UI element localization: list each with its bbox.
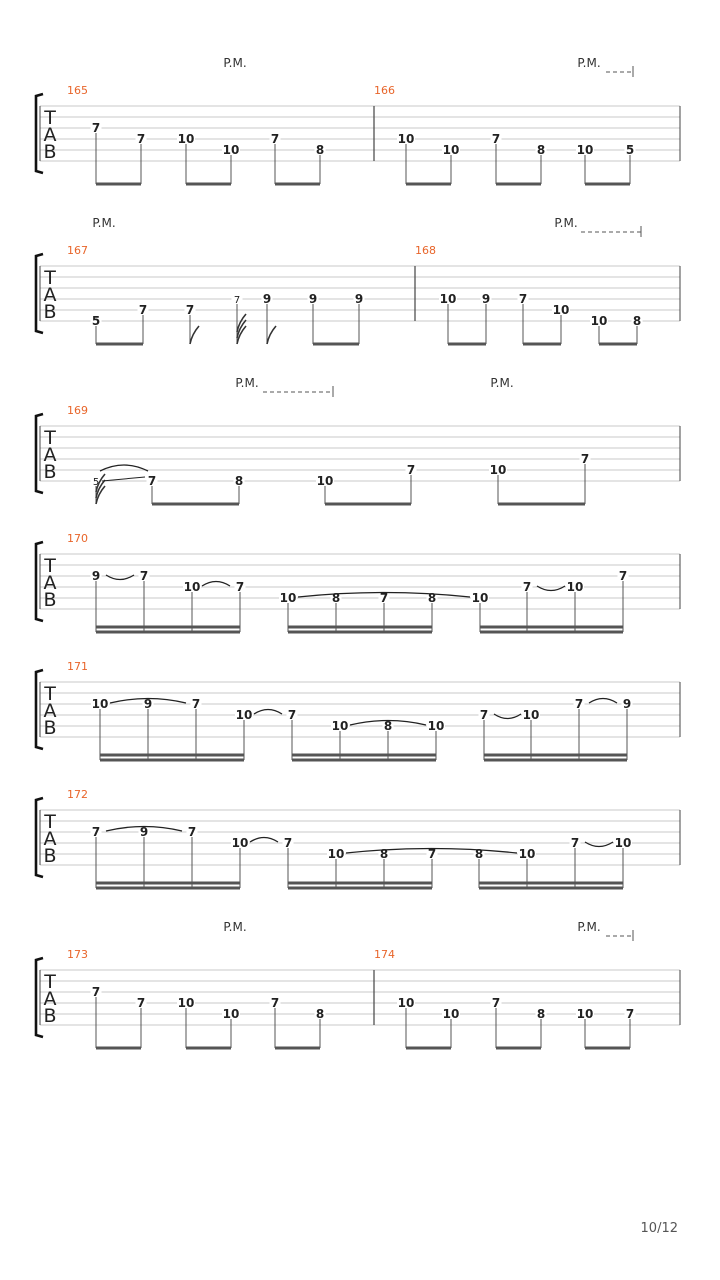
tie-slur bbox=[254, 710, 282, 715]
fret-number: 10 bbox=[566, 580, 584, 594]
fret-number: 10 bbox=[522, 708, 540, 722]
fret-number: 8 bbox=[536, 143, 546, 157]
fret-number: 7 bbox=[287, 708, 297, 722]
tab-clef-letter: T bbox=[44, 811, 56, 833]
fret-number: 10 bbox=[91, 697, 109, 711]
fret-number: 5 bbox=[91, 314, 101, 328]
palm-mute-label: P.M. bbox=[92, 216, 116, 230]
fret-number: 7 bbox=[91, 825, 101, 839]
measure-number: 169 bbox=[67, 404, 88, 417]
fret-number: 8 bbox=[331, 591, 341, 605]
tab-clef-letter: A bbox=[43, 444, 57, 466]
palm-mute-label: P.M. bbox=[235, 376, 259, 390]
fret-number: 10 bbox=[397, 996, 415, 1010]
fret-number: 7 bbox=[136, 132, 146, 146]
fret-number: 9 bbox=[622, 697, 632, 711]
tab-clef-letter: A bbox=[43, 828, 57, 850]
fret-number: 7 bbox=[187, 825, 197, 839]
tab-clef-letter: A bbox=[43, 284, 57, 306]
fret-number: 7 bbox=[235, 580, 245, 594]
tab-clef-letter: T bbox=[44, 683, 56, 705]
tab-clef-letter: B bbox=[43, 845, 57, 867]
measure-number: 171 bbox=[67, 660, 88, 673]
palm-mute-label: P.M. bbox=[577, 920, 601, 934]
fret-number: 10 bbox=[576, 1007, 594, 1021]
fret-number: 8 bbox=[315, 143, 325, 157]
note-flag bbox=[190, 326, 199, 344]
fret-number: 9 bbox=[91, 569, 101, 583]
fret-number: 8 bbox=[632, 314, 642, 328]
fret-number: 7 bbox=[522, 580, 532, 594]
measure-number: 167 bbox=[67, 244, 88, 257]
palm-mute-label: P.M. bbox=[577, 56, 601, 70]
fret-number: 7 bbox=[625, 1007, 635, 1021]
fret-number: 8 bbox=[234, 474, 244, 488]
palm-mute-label: P.M. bbox=[223, 56, 247, 70]
fret-number: 10 bbox=[614, 836, 632, 850]
fret-number: 7 bbox=[283, 836, 293, 850]
fret-number: 10 bbox=[442, 1007, 460, 1021]
fret-number: 7 bbox=[491, 132, 501, 146]
slide-line bbox=[102, 477, 145, 481]
fret-number: 7 bbox=[580, 452, 590, 466]
fret-number: 10 bbox=[279, 591, 297, 605]
palm-mute-label: P.M. bbox=[490, 376, 514, 390]
tab-clef-letter: T bbox=[44, 267, 56, 289]
fret-number: 10 bbox=[518, 847, 536, 861]
tab-clef-letter: A bbox=[43, 700, 57, 722]
fret-number: 8 bbox=[427, 591, 437, 605]
fret-number: 10 bbox=[177, 132, 195, 146]
fret-number: 10 bbox=[439, 292, 457, 306]
fret-number: 7 bbox=[618, 569, 628, 583]
fret-number: 9 bbox=[354, 292, 364, 306]
fret-number: 10 bbox=[222, 1007, 240, 1021]
tab-clef-letter: T bbox=[44, 555, 56, 577]
fret-number: 7 bbox=[570, 836, 580, 850]
fret-number: 5 bbox=[625, 143, 635, 157]
fret-number: 10 bbox=[397, 132, 415, 146]
fret-number: 10 bbox=[552, 303, 570, 317]
measure-number: 174 bbox=[374, 948, 395, 961]
fret-number: 7 bbox=[479, 708, 489, 722]
fret-number: 7 bbox=[379, 591, 389, 605]
fret-number: 7 bbox=[185, 303, 195, 317]
measure-number: 172 bbox=[67, 788, 88, 801]
fret-number: 7 bbox=[233, 295, 241, 306]
fret-number: 8 bbox=[536, 1007, 546, 1021]
fret-number: 7 bbox=[147, 474, 157, 488]
fret-number: 7 bbox=[427, 847, 437, 861]
fret-number: 7 bbox=[91, 121, 101, 135]
tab-clef-letter: T bbox=[44, 971, 56, 993]
note-flag bbox=[237, 314, 246, 332]
fret-number: 8 bbox=[383, 719, 393, 733]
fret-number: 10 bbox=[489, 463, 507, 477]
fret-number: 7 bbox=[574, 697, 584, 711]
fret-number: 7 bbox=[270, 132, 280, 146]
palm-mute-label: P.M. bbox=[223, 920, 247, 934]
fret-number: 8 bbox=[474, 847, 484, 861]
fret-number: 10 bbox=[177, 996, 195, 1010]
tab-clef-letter: B bbox=[43, 1005, 57, 1027]
tab-clef-letter: B bbox=[43, 141, 57, 163]
fret-number: 10 bbox=[331, 719, 349, 733]
tab-clef-letter: T bbox=[44, 427, 56, 449]
tab-clef-letter: A bbox=[43, 124, 57, 146]
fret-number: 7 bbox=[136, 996, 146, 1010]
fret-number: 7 bbox=[270, 996, 280, 1010]
fret-number: 10 bbox=[576, 143, 594, 157]
measure-number: 173 bbox=[67, 948, 88, 961]
tab-clef-letter: B bbox=[43, 589, 57, 611]
tie-slur bbox=[589, 699, 617, 704]
fret-number: 10 bbox=[427, 719, 445, 733]
fret-number: 9 bbox=[139, 825, 149, 839]
tab-clef-letter: B bbox=[43, 717, 57, 739]
fret-number: 7 bbox=[491, 996, 501, 1010]
fret-number: 8 bbox=[379, 847, 389, 861]
fret-number: 10 bbox=[222, 143, 240, 157]
fret-number: 9 bbox=[481, 292, 491, 306]
fret-number: 7 bbox=[91, 985, 101, 999]
palm-mute-label: P.M. bbox=[554, 216, 578, 230]
fret-number: 10 bbox=[327, 847, 345, 861]
measure-number: 170 bbox=[67, 532, 88, 545]
fret-number: 7 bbox=[191, 697, 201, 711]
fret-number: 10 bbox=[442, 143, 460, 157]
measure-number: 165 bbox=[67, 84, 88, 97]
tie-slur bbox=[250, 838, 278, 843]
fret-number: 9 bbox=[308, 292, 318, 306]
fret-number: 10 bbox=[590, 314, 608, 328]
fret-number: 10 bbox=[471, 591, 489, 605]
fret-number: 5 bbox=[92, 477, 100, 488]
tab-clef-letter: T bbox=[44, 107, 56, 129]
note-flag bbox=[267, 326, 276, 344]
fret-number: 7 bbox=[518, 292, 528, 306]
fret-number: 9 bbox=[262, 292, 272, 306]
fret-number: 8 bbox=[315, 1007, 325, 1021]
fret-number: 7 bbox=[139, 569, 149, 583]
tab-clef-letter: A bbox=[43, 988, 57, 1010]
page-number: 10/12 bbox=[640, 1221, 678, 1236]
fret-number: 7 bbox=[138, 303, 148, 317]
fret-number: 10 bbox=[316, 474, 334, 488]
measure-number: 166 bbox=[374, 84, 395, 97]
tab-clef-letter: A bbox=[43, 572, 57, 594]
fret-number: 9 bbox=[143, 697, 153, 711]
fret-number: 7 bbox=[406, 463, 416, 477]
tie-slur bbox=[202, 582, 230, 587]
fret-number: 10 bbox=[231, 836, 249, 850]
tab-clef-letter: B bbox=[43, 461, 57, 483]
fret-number: 10 bbox=[235, 708, 253, 722]
measure-number: 168 bbox=[415, 244, 436, 257]
fret-number: 10 bbox=[183, 580, 201, 594]
tab-clef-letter: B bbox=[43, 301, 57, 323]
